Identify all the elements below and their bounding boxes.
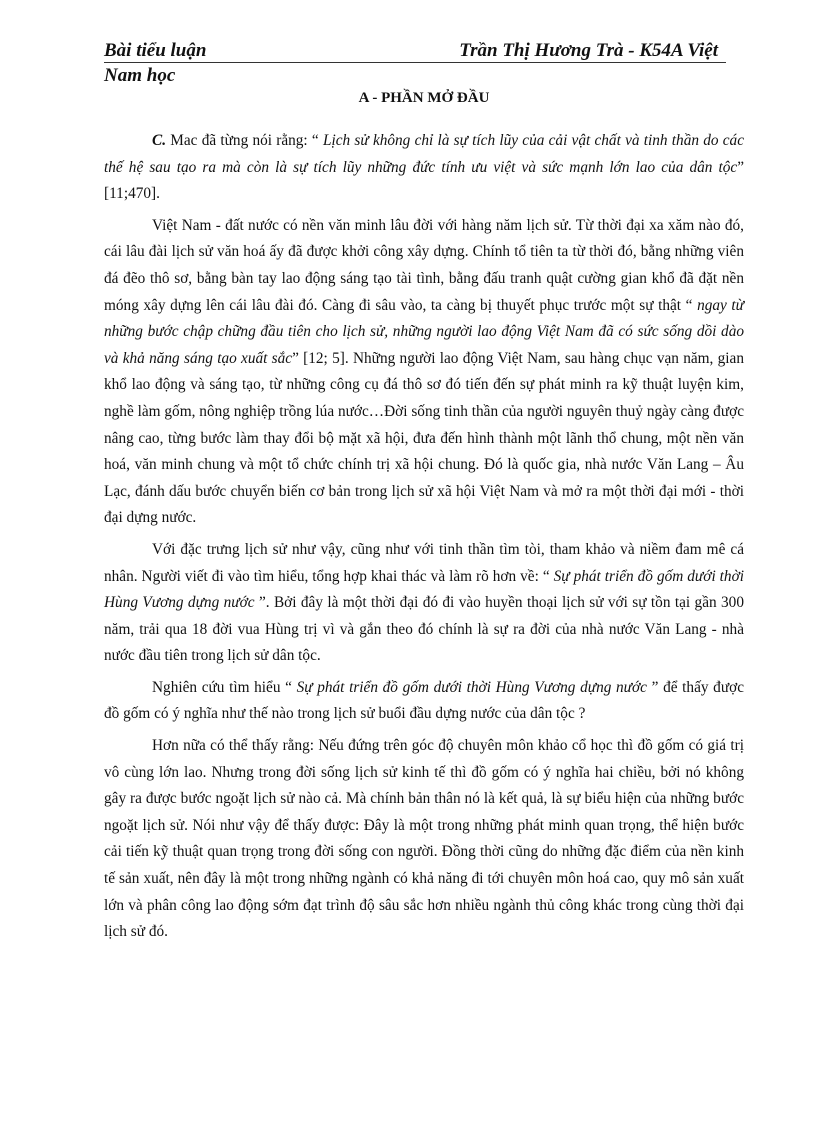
page-header [104,38,726,88]
section-title: A - PHẦN MỞ ĐẦU [358,90,490,106]
author-initial: C. [152,132,167,149]
paragraph-4: Nghiên cứu tìm hiểu “ Sự phát triển đồ gốm dưới thời Hùng Vương dựng nước ” để thấy được đồ gốm có ý nghĩa như thế nào trong lịch sử buổi đầu dựng nước của dân tộc ? [104,678,744,723]
paragraph-1: C. Mac đã từng nói rằng: “ Lịch sử không chỉ là sự tích lũy của cải vật chất và tinh thần do các thế hệ sau tạo ra mà còn là sự tích lũy những đức tính ưu việt và sức mạnh lớn lao của dân tộc” [11;470]. [104,132,744,203]
paragraph-5: Hơn nữa có thể thấy rằng: Nếu đứng trên góc độ chuyên môn khảo cổ học thì đồ gốm có giá trị vô cùng lớn lao. Nhưng trong đời sống lịch sử kinh tế thì đồ gốm có ý nghĩa hai chiều, bởi nó không gây ra được bước ngoặt lịch sử nào cả. Mà chính bản thân nó là kết quả, là sự biểu hiện của những bước ngoặt lịch sử. Nói như vậy để thấy được: Đây là một trong những phát minh quan trọng, thể hiện bước cải tiến kỹ thuật quan trọng trong đời sống con người. Đồng thời cũng do những đặc điểm của nền kinh tế sản xuất, nên đây là một trong những ngành có khả năng đi tới chuyên môn hoá cao, quy mô sản xuất lớn và phân công lao động sớm đạt trình độ sâu sắc hơn nhiều ngành thủ công khác trong cùng thời đại lịch sử đó. [104,737,744,941]
header-left: Bài tiểu luận Nam học [104,40,207,86]
paragraph-2: Việt Nam - đất nước có nền văn minh lâu đời với hàng năm lịch sử. Từ thời đại xa xăm nào đó, cái lâu đài lịch sử văn hoá ấy đã được khởi công xây dựng. Chính tổ tiên ta từ thời đó, bằng những viên đá đẽo thô sơ, bằng bàn tay lao động sáng tạo tài tình, bằng đấu tranh quật cường gian khổ đã đặt nền móng xây dựng lên cái lâu đài đó. Càng đi sâu vào, ta càng bị thuyết phục trước một sự thật “ ngay từ những bước chập chững đầu tiên cho lịch sử, những người lao động Việt Nam đã có sức sống dồi dào và khả năng sáng tạo xuất sắc” [12; 5]. Những người lao động Việt Nam, sau hàng chục vạn năm, gian khổ lao động và sáng tạo, từ những công cụ đá thô sơ đó tiến đến sự phát minh ra kỹ thuật luyện kim, nghề làm gốm, nông nghiệp trồng lúa nước…Đời sống tinh thần của người nguyên thuỷ ngày càng được nâng cao, từng bước làm thay đổi bộ mặt xã hội, đưa đến hình thành một lãnh thổ chung, một nền văn hoá, văn minh chung và một tổ chức chính trị xã hội chung. Đó là quốc gia, nhà nước Văn Lang – Âu Lạc, đánh dấu bước chuyển biến cơ bản trong lịch sử xã hội Việt Nam và mở ra một thời đại mới - thời đại dựng nước. [104,216,744,527]
quote: Sự phát triển đồ gốm dưới thời Hùng Vương dựng nước [104,567,744,612]
document-body [104,128,744,946]
quote: Sự phát triển đồ gốm dưới thời Hùng Vương dựng nước [296,678,647,696]
quote: Lịch sử không chỉ là sự tích lũy của cải vật chất và tinh thần do các thế hệ sau tạo ra mà còn là sự tích lũy những đức tính ưu việt và sức mạnh lớn lao của dân tộc [104,132,744,176]
quote: ngay từ những bước chập chững đầu tiên cho lịch sử, những người lao động Việt Nam đã có sức sống dồi dào và khả năng sáng tạo xuất sắc [104,296,744,367]
header-rule [104,62,726,63]
paragraph-3: Với đặc trưng lịch sử như vậy, cũng như với tinh thần tìm tòi, tham khảo và niềm đam mê cá nhân. Người viết đi vào tìm hiểu, tổng hợp khai thác và làm rõ hơn về: “ Sự phát triển đồ gốm dưới thời Hùng Vương dựng nước ”. Bởi đây là một thời đại đó đi vào huyền thoại lịch sử với sự tồn tại gần 300 năm, trải qua 18 đời vua Hùng trị vì và gắn theo đó chính là sự ra đời của nhà nước Văn Lang - nhà nước đầu tiên trong lịch sử dân tộc. [104,540,744,665]
header-right: Trần Thị Hương Trà - K54A Việt [459,40,718,61]
